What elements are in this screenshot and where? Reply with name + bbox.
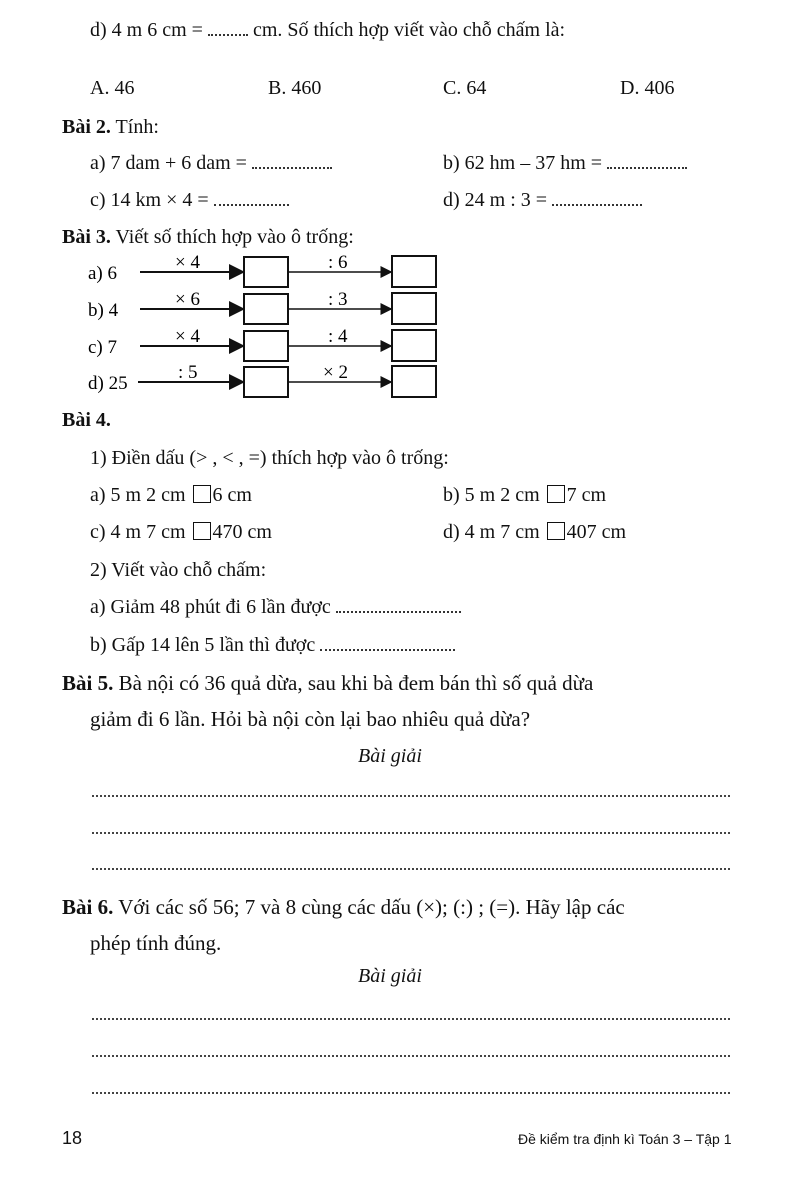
option-b[interactable]: B. 460 [268, 77, 322, 99]
answer-box[interactable] [547, 522, 565, 540]
bai5-title: Bài 5. [62, 671, 114, 695]
bai3-diagram [0, 0, 800, 420]
compare-right: 6 cm [212, 484, 252, 506]
answer-line[interactable] [92, 1092, 730, 1094]
bai3-desc: Viết số thích hợp vào ô trống: [110, 226, 354, 248]
answer-box-1[interactable] [244, 294, 288, 324]
item-text: d) 24 m : 3 = [443, 189, 553, 211]
answer-box-1[interactable] [244, 367, 288, 397]
compare-left: c) 4 m 7 cm [90, 521, 186, 543]
row-label: a) 6 [88, 263, 118, 284]
compare-left: b) 5 m 2 cm [443, 484, 540, 506]
compare-left: a) 5 m 2 cm [90, 484, 186, 506]
answer-box-1[interactable] [244, 257, 288, 287]
row-label: b) 4 [88, 300, 119, 321]
bai4-title: Bài 4. [62, 409, 111, 431]
compare-left: d) 4 m 7 cm [443, 521, 540, 543]
answer-box[interactable] [193, 522, 211, 540]
book-title: Đề kiểm tra định kì Toán 3 – Tập 1 [518, 1131, 732, 1147]
operation-1: × 6 [175, 289, 200, 310]
fill-text: b) Gấp 14 lên 5 lần thì được [90, 634, 321, 656]
operation-2: × 2 [323, 362, 348, 383]
bai5-line2: giảm đi 6 lần. Hỏi bà nội còn lại bao nhiêu quả dừa? [90, 707, 531, 731]
bai5-line1 [62, 671, 593, 695]
answer-line[interactable] [92, 868, 730, 870]
answer-box-1[interactable] [244, 331, 288, 361]
item-text: a) 7 dam + 6 dam = [90, 152, 252, 174]
operation-1: : 5 [178, 362, 198, 383]
bai2-desc: Tính: [110, 116, 159, 138]
bai3-title: Bài 3. [62, 226, 111, 248]
item-text: c) 14 km × 4 = [90, 189, 214, 211]
answer-box[interactable] [547, 485, 565, 503]
answer-line[interactable] [92, 1055, 730, 1057]
fill-a [90, 595, 461, 619]
operation-2: : 6 [328, 252, 348, 273]
operation-2: : 4 [328, 326, 348, 347]
q1d-text: d) 4 m 6 cm = [90, 19, 208, 41]
blank[interactable] [320, 635, 455, 651]
q1d-tail: cm. Số thích hợp viết vào chỗ chấm là: [247, 19, 566, 41]
compare-c [90, 520, 272, 544]
operation-1: × 4 [175, 326, 200, 347]
bai6-line2: phép tính đúng. [90, 931, 222, 955]
option-d[interactable]: D. 406 [620, 77, 675, 99]
compare-right: 7 cm [566, 484, 607, 506]
bai6-solution-label: Bài giải [358, 965, 422, 987]
option-a[interactable]: A. 46 [90, 77, 135, 99]
bai5-text: Bà nội có 36 quả dừa, sau khi bà đem bán thì số quả dừa [113, 671, 594, 695]
page-number: 18 [62, 1128, 83, 1148]
compare-b [443, 483, 606, 507]
compare-right: 470 cm [212, 521, 272, 543]
bai4-heading [62, 408, 111, 432]
answer-line[interactable] [92, 832, 730, 834]
bai6-text: Với các số 56; 7 và 8 cùng các dấu (×); (:) ; (=). Hãy lập các [113, 895, 625, 919]
bai4-part2: 2) Viết vào chỗ chấm: [90, 559, 267, 581]
answer-box-2[interactable] [392, 256, 436, 287]
compare-a [90, 483, 252, 507]
item-text: b) 62 hm – 37 hm = [443, 152, 608, 174]
operation-2: : 3 [328, 289, 348, 310]
bai6-line1 [62, 895, 625, 919]
answer-box-2[interactable] [392, 330, 436, 361]
bai6-title: Bài 6. [62, 895, 114, 919]
fill-text: a) Giảm 48 phút đi 6 lần được [90, 596, 336, 618]
compare-right: 407 cm [566, 521, 627, 543]
row-label: d) 25 [88, 373, 128, 394]
fill-b [90, 633, 455, 657]
answer-box-2[interactable] [392, 366, 436, 397]
answer-box-2[interactable] [392, 293, 436, 324]
answer-box[interactable] [193, 485, 211, 503]
bai2-title: Bài 2. [62, 116, 111, 138]
row-label: c) 7 [88, 337, 118, 358]
compare-d [443, 520, 626, 544]
answer-line[interactable] [92, 795, 730, 797]
answer-line[interactable] [92, 1018, 730, 1020]
operation-1: × 4 [175, 252, 200, 273]
bai5-solution-label: Bài giải [358, 745, 422, 767]
blank[interactable] [336, 597, 461, 613]
option-c[interactable]: C. 64 [443, 77, 487, 99]
bai4-part1: 1) Điền dấu (> , < , =) thích hợp vào ô trống: [90, 447, 449, 469]
